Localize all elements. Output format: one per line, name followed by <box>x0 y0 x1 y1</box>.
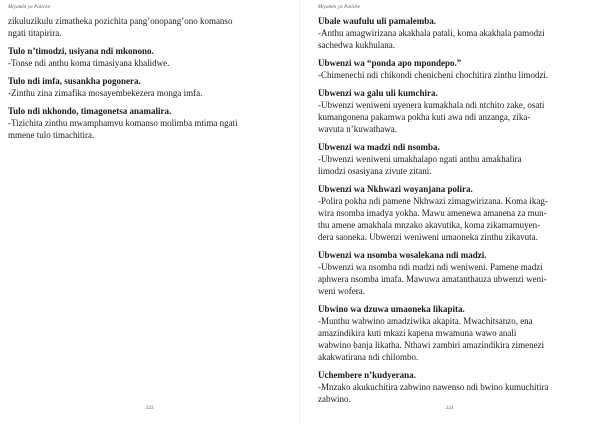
running-head: Miyambi ya Patiche <box>8 5 51 10</box>
proverb-explanation: aphwera nsomba imafa. Mawuwa amatanthauza ubwenzi weni- <box>318 274 547 284</box>
proverb-heading: Ubwenzi wa madzi ndi nsomba. <box>318 142 440 152</box>
continuation-paragraph <box>8 15 278 39</box>
proverb-explanation: -Anthu amagwirizana akakhala patali, koma akakhala pamodzi <box>318 28 545 38</box>
proverb-explanation: kumangonena pakamwa pokha kuti awa ndi anzanga, zika- <box>318 112 531 122</box>
proverb-heading: Tulo ndi nkhondo, timagonetsa anamalira. <box>8 106 172 116</box>
proverb-heading: Ubwenzi wa Nkhwazi woyanjana polira. <box>318 184 473 194</box>
proverb-explanation: zabwino. <box>318 394 351 404</box>
proverb-explanation: mmene tulo timachitira. <box>8 130 95 140</box>
running-head: Miyambi ya Patiche <box>318 5 361 10</box>
page-content <box>8 15 278 141</box>
proverb-explanation: -Zinthu zina zimafika mosayembekezera monga imfa. <box>8 88 203 98</box>
proverb-heading: Uchembere n’kudyerana. <box>318 370 416 380</box>
proverb-heading: Tulo n’timodzi, usiyana ndi mkonono. <box>8 46 154 56</box>
proverb-entry <box>318 15 580 51</box>
proverb-explanation: -Ubwenzi weniweni uyenera kumakhala ndi ntchito zake, osati <box>318 100 545 110</box>
proverb-explanation: -Ubwenzi wa nsomba ndi madzi ndi weniweni. Pamene madzi <box>318 262 543 272</box>
proverb-explanation: limodzi osasiyana zivute zitani. <box>318 166 432 176</box>
text-line: ngati titapirira. <box>8 28 62 38</box>
proverb-entry <box>318 87 580 135</box>
proverb-explanation: wira nsomba imadya yokha. Mawu amenewa amanena za mun- <box>318 208 547 218</box>
page-number: 224 <box>446 406 454 411</box>
proverb-explanation: wabwino banja likatha. Nthawi zambiri amazindikira zimenezi <box>318 340 545 350</box>
proverb-explanation: akakwatirana ndi chilombo. <box>318 352 419 362</box>
proverb-explanation: dera saoneka. Ubwenzi weniweni umaoneka zinthu zikavuta. <box>318 232 538 242</box>
text-line: zikuluzikulu zimatheka pozichita pang’onopang’ono komanso <box>8 16 233 26</box>
proverb-entry <box>8 45 278 69</box>
page-number: 223 <box>146 406 154 411</box>
proverb-explanation: -Chimenechi ndi chikondi chenicheni chochitira zinthu limodzi. <box>318 70 549 80</box>
proverb-heading: Ubwenzi wa galu uli kumchira. <box>318 88 438 98</box>
proverb-heading: Tulo ndi imfa, susankha pogonera. <box>8 76 141 86</box>
proverb-explanation: -Munthu wabwino amadziwika akapita. Mwachitsanzo, ena <box>318 316 533 326</box>
proverb-entry <box>318 57 580 81</box>
proverb-heading: Ubale waufulu uli pamalemba. <box>318 16 437 26</box>
proverb-entry <box>8 105 278 141</box>
proverb-heading: Ubwino wa dzuwa umaoneka likapita. <box>318 304 465 314</box>
right-page <box>300 0 600 424</box>
proverb-explanation: -Polira pokha ndi pamene Nkhwazi zimagwirizana. Koma ikag- <box>318 196 548 206</box>
proverb-explanation: sachedwa kukhulana. <box>318 40 395 50</box>
proverb-explanation: thu amene amakhala mnzako akavutika, koma zikamamuyen- <box>318 220 541 230</box>
proverb-explanation: -Tonse ndi anthu koma timasiyana khalidwe. <box>8 58 170 68</box>
proverb-heading: Ubwenzi wa nsomba wosalekana ndi madzi. <box>318 250 487 260</box>
proverb-entry <box>8 75 278 99</box>
proverb-entry <box>318 369 580 405</box>
proverb-entry <box>318 183 580 243</box>
proverb-explanation: wavuta n’kuwathawa. <box>318 124 397 134</box>
proverb-entry <box>318 249 580 297</box>
proverb-heading: Ubwenzi wa “ponda apo mpondepo.” <box>318 58 462 68</box>
proverb-explanation: weni wofera. <box>318 286 365 296</box>
proverb-explanation: -Ubwenzi weniweni umakhalapo ngati anthu amakhalira <box>318 154 522 164</box>
proverb-explanation: amazindikira kuti mkazi kapena mwamuna wawo anali <box>318 328 517 338</box>
proverb-entry <box>318 303 580 363</box>
proverb-entry <box>318 141 580 177</box>
page-content <box>318 15 580 405</box>
proverb-explanation: -Tizichita zinthu mwamphamvu komanso molimba mtima ngati <box>8 118 238 128</box>
proverb-explanation: -Mnzako akukuchitira zabwino nawenso ndi bwino kumuchitira <box>318 382 549 392</box>
